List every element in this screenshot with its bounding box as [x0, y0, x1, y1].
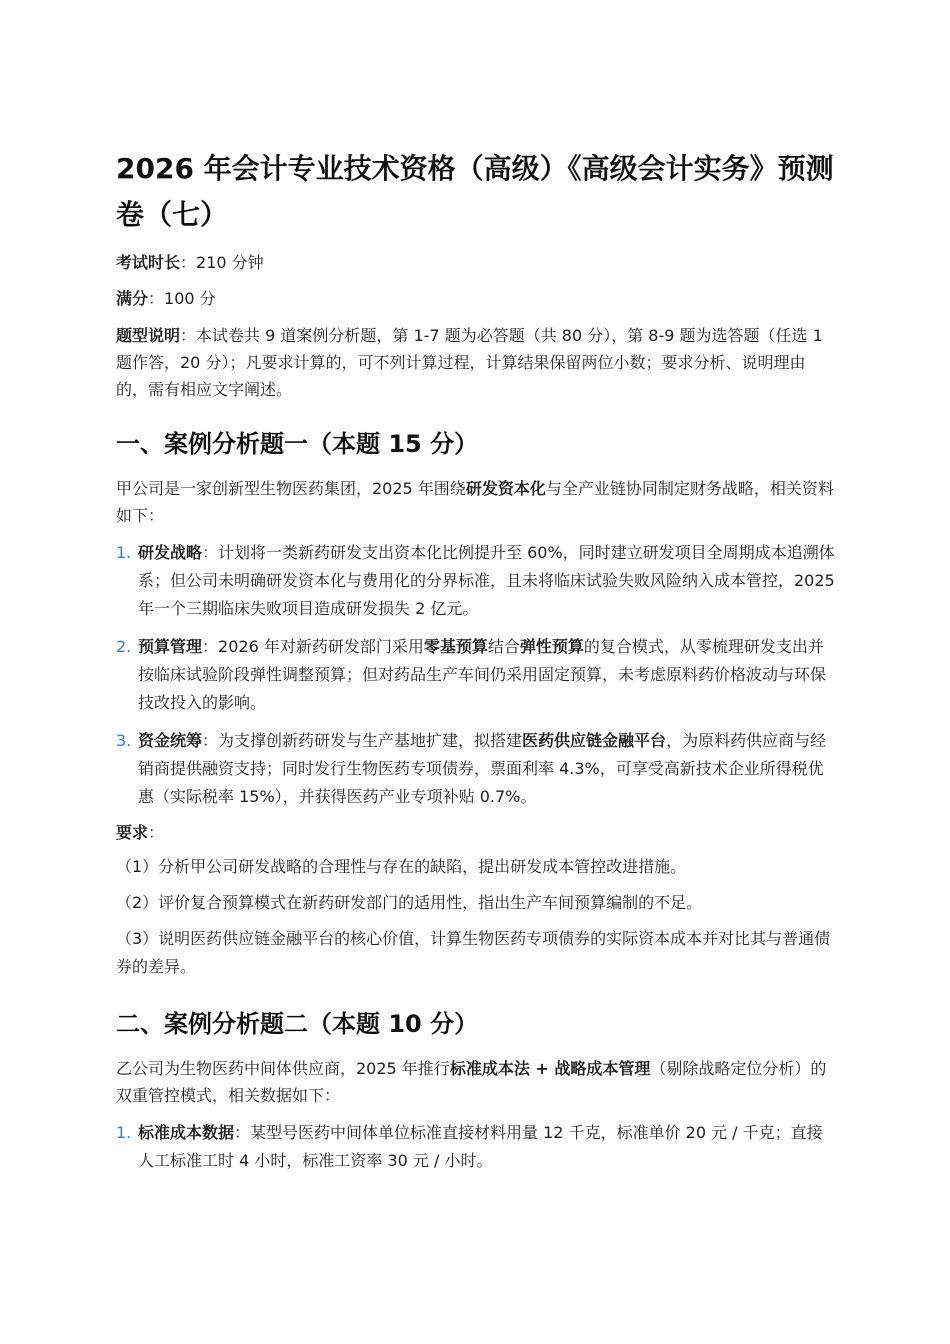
question-type-note: 题型说明：本试卷共 9 道案例分析题，第 1-7 题为必答题（共 80 分），第 8-9 题为选答题（任选 1 题作答，20 分）；凡要求计算的，可不列计算过程，计算结果保留两位小数；要求分析、说明理由的，需有相应文字阐述。 — [116, 326, 823, 399]
list-item: 2. 预算管理：2026 年对新药研发部门采用零基预算结合弹性预算的复合模式，从零梳理研发支出并按临床试验阶段弹性调整预算；但对药品生产车间仍采用固定预算，未考虑原料药价格波动与环保技改投入的影响。 — [116, 633, 836, 717]
exam-duration: 考试时长：210 分钟 — [116, 253, 264, 272]
meta-value: 210 分钟 — [196, 253, 264, 272]
meta-value: 本试卷共 9 道案例分析题，第 1-7 题为必答题（共 80 分），第 8-9 题为选答题（任选 1 题作答，20 分）；凡要求计算的，可不列计算过程，计算结果保留两位小数；要求分析、说明理由的，需有相应文字阐述。 — [116, 326, 823, 399]
case1-heading: 一、案例分析题一（本题 15 分） — [116, 430, 479, 458]
list-number: 3. — [116, 731, 132, 750]
list-number: 1. — [116, 543, 132, 562]
case2-intro: 乙公司为生物医药中间体供应商，2025 年推行标准成本法 + 战略成本管理（剔除战略定位分析）的双重管控模式，相关数据如下： — [116, 1059, 827, 1105]
meta-value: 100 分 — [164, 289, 216, 308]
case2-heading: 二、案例分析题二（本题 10 分） — [116, 1010, 479, 1038]
list-number: 1. — [116, 1123, 132, 1142]
requirement-2: （2）评价复合预算模式在新药研发部门的适用性，指出生产车间预算编制的不足。 — [116, 893, 703, 912]
list-item: 1. 标准成本数据：某型号医药中间体单位标准直接材料用量 12 千克，标准单价 20 元 / 千克；直接人工标准工时 4 小时，标准工资率 30 元 / 小时。 — [116, 1119, 836, 1175]
meta-label: 考试时长 — [116, 253, 181, 272]
requirement-1: （1）分析甲公司研发战略的合理性与存在的缺陷，提出研发成本管控改进措施。 — [116, 857, 687, 876]
meta-label: 题型说明 — [116, 326, 181, 345]
case2-list — [116, 1119, 836, 1175]
list-number: 2. — [116, 637, 132, 656]
list-item: 1. 研发战略：计划将一类新药研发支出资本化比例提升至 60%，同时建立研发项目全周期成本追溯体系；但公司未明确研发资本化与费用化的分界标准，且未将临床试验失败风险纳入成本管控，2025 年一个三期临床失败项目造成研发损失 2 亿元。 — [116, 539, 836, 623]
requirement-3: （3）说明医药供应链金融平台的核心价值，计算生物医药专项债券的实际资本成本并对比其与普通债券的差异。 — [116, 929, 831, 976]
full-score: 满分：100 分 — [116, 289, 216, 308]
meta-label: 满分 — [116, 289, 149, 308]
case1-list — [116, 539, 836, 811]
document-title: 2026 年会计专业技术资格（高级）《高级会计实务》预测卷（七） — [116, 152, 834, 231]
document-page — [116, 146, 836, 1175]
case1-intro: 甲公司是一家创新型生物医药集团，2025 年围绕研发资本化与全产业链协同制定财务战略，相关资料如下： — [116, 479, 834, 525]
requirements-label: 要求： — [116, 823, 165, 842]
list-item: 3. 资金统筹：为支撑创新药研发与生产基地扩建，拟搭建医药供应链金融平台，为原料药供应商与经销商提供融资支持；同时发行生物医药专项债券，票面利率 4.3%，可享受高新技术企业所得税优惠（实际税率 15%），并获得医药产业专项补贴 0.7%。 — [116, 727, 836, 811]
